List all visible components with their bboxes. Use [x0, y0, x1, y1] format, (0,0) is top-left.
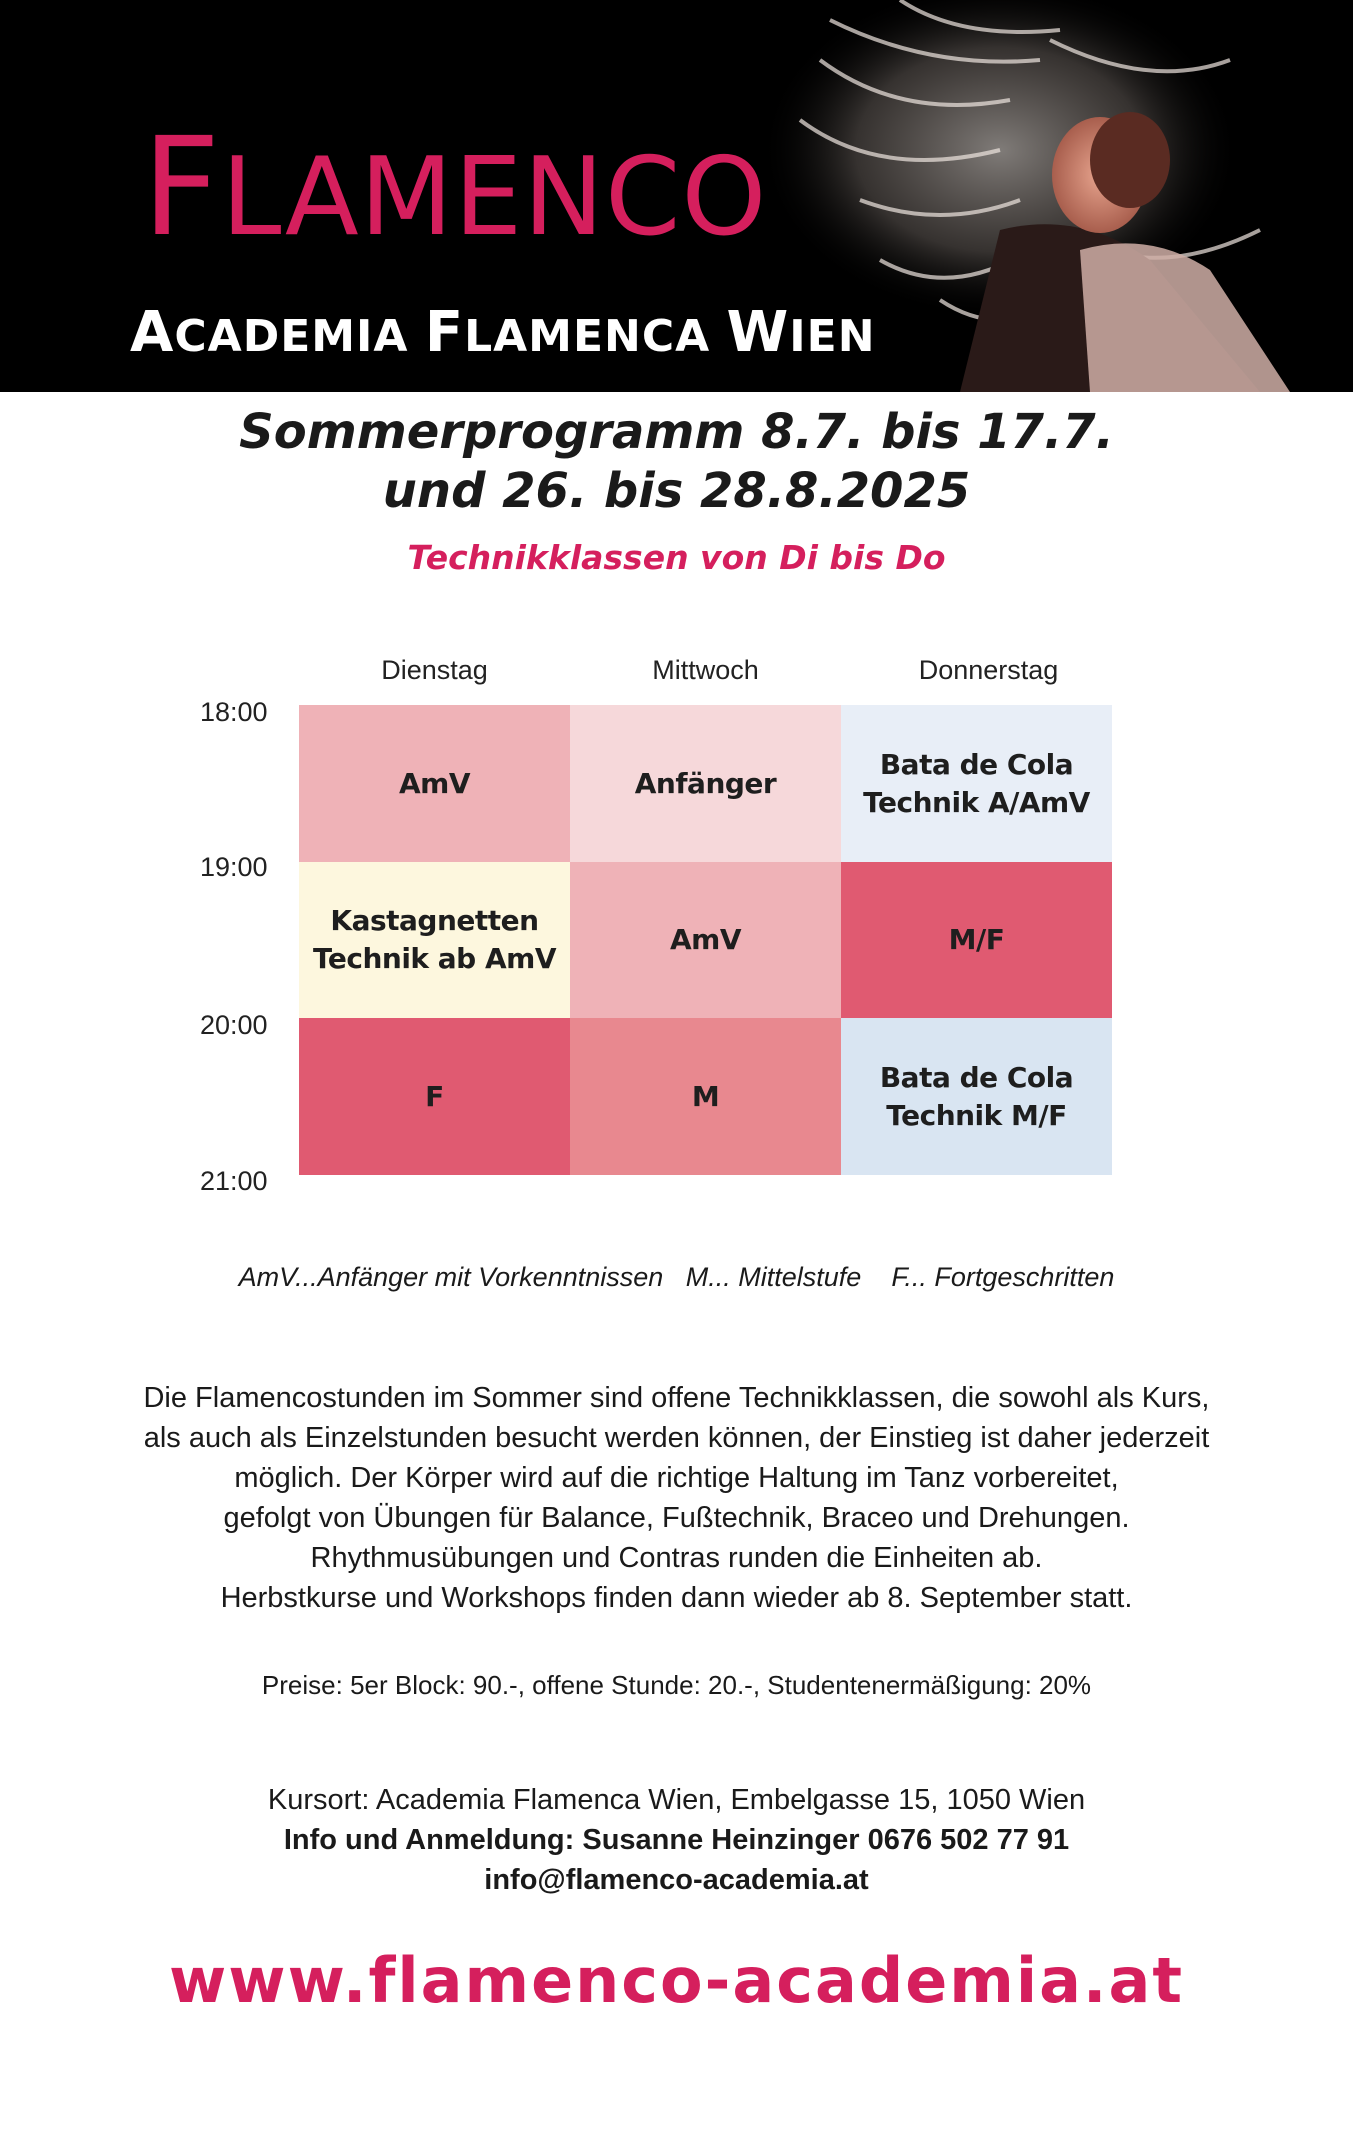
time-label-2100: 21:00 [200, 1166, 268, 1196]
slot-mi-18: Anfänger [570, 705, 841, 862]
description [40, 1378, 1313, 1618]
website-link[interactable]: www.flamenco-academia.at [169, 1944, 1184, 2017]
slot-mi-20: M [570, 1018, 841, 1175]
day-label-dienstag: Dienstag [381, 655, 488, 685]
time-label-1900: 19:00 [200, 852, 268, 882]
slot-di-20: F [299, 1018, 570, 1175]
contact [0, 1780, 1353, 1900]
description-line: als auch als Einzelstunden besucht werden können, der Einstieg ist daher jederzeit [143, 1422, 1210, 1454]
time-label-2000: 20:00 [200, 1010, 268, 1040]
headline-line-1: Sommerprogramm 8.7. bis 17.7. [239, 404, 1114, 460]
time-label-1800: 18:00 [200, 697, 268, 727]
info-registration: Info und Anmeldung: Susanne Heinzinger 0676 502 77 91 [283, 1824, 1070, 1856]
header-banner [0, 0, 1353, 392]
description-line: Die Flamencostunden im Sommer sind offene Technikklassen, die sowohl als Kurs, [143, 1382, 1210, 1414]
description-line: Rhythmusübungen und Contras runden die Einheiten ab. [310, 1542, 1043, 1574]
description-line: Herbstkurse und Workshops finden dann wieder ab 8. September statt. [220, 1582, 1133, 1614]
slot-do-20: Bata de Cola Technik M/F [841, 1018, 1112, 1175]
location: Kursort: Academia Flamenca Wien, Embelgasse 15, 1050 Wien [267, 1784, 1086, 1816]
brand-title: FLAMENCO [142, 109, 768, 267]
slot-do-18: Bata de Cola Technik A/AmV [841, 705, 1112, 862]
brand-subtitle: ACADEMIA FLAMENCA WIEN [130, 300, 876, 365]
subhead: Technikklassen von Di bis Do [407, 538, 946, 577]
email-link[interactable]: info@flamenco-academia.at [484, 1864, 869, 1896]
level-legend: AmV...Anfänger mit Vorkenntnissen M... Mittelstufe F... Fortgeschritten [238, 1262, 1115, 1292]
slot-do-19: M/F [841, 862, 1112, 1018]
prices: Preise: 5er Block: 90.-, offene Stunde: 20.-, Studentenermäßigung: 20% [261, 1670, 1092, 1700]
day-label-mittwoch: Mittwoch [652, 655, 759, 685]
slot-di-18: AmV [299, 705, 570, 862]
description-line: gefolgt von Übungen für Balance, Fußtechnik, Braceo und Drehungen. [223, 1502, 1130, 1534]
description-line: möglich. Der Körper wird auf die richtige Haltung im Tanz vorbereitet, [234, 1462, 1119, 1494]
slot-mi-19: AmV [570, 862, 841, 1018]
slot-di-19: Kastagnetten Technik ab AmV [299, 862, 570, 1018]
headline-line-2: und 26. bis 28.8.2025 [382, 463, 971, 519]
day-label-donnerstag: Donnerstag [918, 655, 1059, 685]
